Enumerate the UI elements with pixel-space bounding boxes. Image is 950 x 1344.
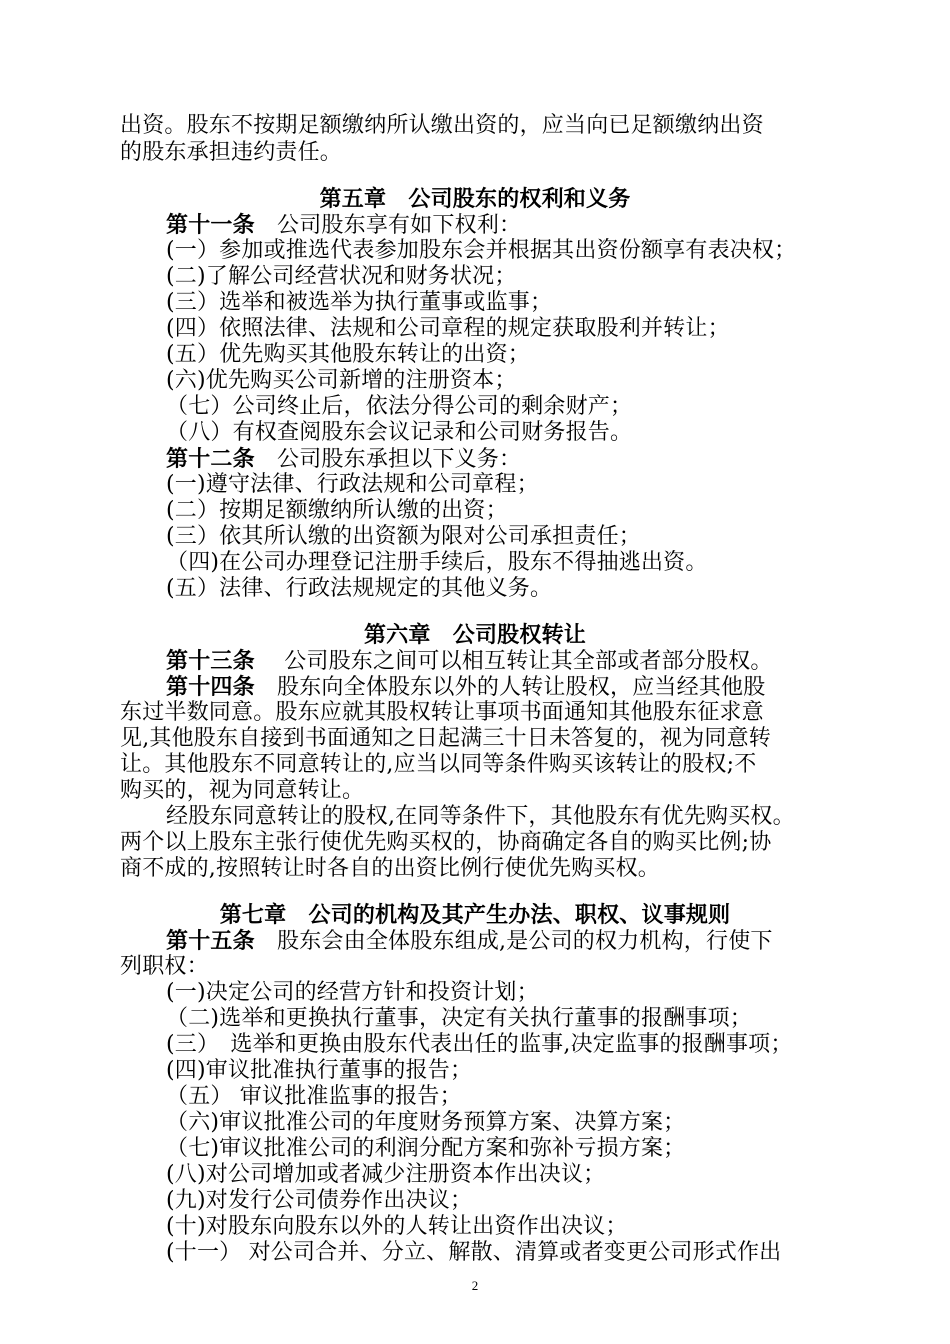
list-item: (一)决定公司的经营方针和投资计划； bbox=[166, 980, 539, 1005]
body-text: 见,其他股东自接到书面通知之日起满三十日未答复的，视为同意转 bbox=[120, 726, 771, 751]
article-paragraph bbox=[166, 446, 521, 472]
list-item: （八）有权查阅股东会议记录和公司财务报告。 bbox=[166, 420, 633, 445]
body-text: 购买的，视为同意转让。 bbox=[120, 778, 365, 803]
body-text: 让。其他股东不同意转让的,应当以同等条件购买该转让的股权;不 bbox=[120, 752, 757, 777]
article-paragraph bbox=[166, 648, 773, 674]
page-number: 2 bbox=[471, 1278, 479, 1293]
article-text: 公司股东承担以下义务： bbox=[254, 447, 522, 472]
article-label: 第十三条 bbox=[166, 648, 255, 674]
list-item: （七)审议批准公司的利润分配方案和弥补亏损方案； bbox=[166, 1136, 686, 1161]
list-item: (六)优先购买公司新增的注册资本； bbox=[166, 368, 517, 393]
article-label: 第十一条 bbox=[166, 212, 255, 238]
chapter-heading: 第六章 公司股权转让 bbox=[363, 622, 586, 648]
list-item: （四)在公司办理登记注册手续后，股东不得抽逃出资。 bbox=[166, 550, 708, 575]
list-item: (八)对公司增加或者减少注册资本作出决议； bbox=[166, 1162, 606, 1187]
article-paragraph bbox=[166, 674, 765, 700]
list-item: (三）依其所认缴的出资额为限对公司承担责任； bbox=[166, 524, 641, 549]
article-label: 第十五条 bbox=[166, 928, 255, 954]
list-item: (一）参加或推选代表参加股东会并根据其出资份额享有表决权； bbox=[166, 238, 797, 263]
list-item: (一)遵守法律、行政法规和公司章程； bbox=[166, 472, 539, 497]
list-item: （二)选举和更换执行董事，决定有关执行董事的报酬事项； bbox=[166, 1006, 752, 1031]
body-text: 两个以上股东主张行使优先购买权的，协商确定各自的购买比例;协 bbox=[120, 830, 772, 855]
article-text: 股东会由全体股东组成,是公司的权力机构，行使下 bbox=[254, 929, 773, 954]
list-item: (三）选举和被选举为执行董事或监事； bbox=[166, 290, 553, 315]
article-paragraph bbox=[166, 212, 521, 238]
list-item: (九)对发行公司债券作出决议； bbox=[166, 1188, 473, 1213]
body-text: 的股东承担违约责任。 bbox=[120, 140, 343, 165]
list-item: (二)了解公司经营状况和财务状况； bbox=[166, 264, 517, 289]
body-text: 商不成的,按照转让时各自的出资比例行使优先购买权。 bbox=[120, 856, 660, 881]
body-text: 出资。股东不按期足额缴纳所认缴出资的，应当向已足额缴纳出资 bbox=[120, 113, 764, 138]
list-item: （七）公司终止后，依法分得公司的剩余财产； bbox=[166, 394, 633, 419]
body-text: 列职权： bbox=[120, 954, 209, 979]
list-item: (二）按期足额缴纳所认缴的出资； bbox=[166, 498, 508, 523]
chapter-heading: 第七章 公司的机构及其产生办法、职权、议事规则 bbox=[219, 902, 731, 928]
list-item: (三） 选举和更换由股东代表出任的监事,决定监事的报酬事项； bbox=[166, 1032, 793, 1057]
article-paragraph bbox=[166, 928, 773, 954]
body-text: 东过半数同意。股东应就其股权转让事项书面通知其他股东征求意 bbox=[120, 700, 764, 725]
article-label: 第十四条 bbox=[166, 674, 255, 700]
body-text: 经股东同意转让的股权,在同等条件下，其他股东有优先购买权。 bbox=[166, 804, 795, 829]
list-item: （六)审议批准公司的年度财务预算方案、决算方案； bbox=[166, 1110, 686, 1135]
article-label: 第十二条 bbox=[166, 446, 255, 472]
list-item: (五）优先购买其他股东转让的出资； bbox=[166, 342, 530, 367]
list-item: (四)审议批准执行董事的报告； bbox=[166, 1058, 473, 1083]
article-text: 公司股东之间可以相互转让其全部或者部分股权。 bbox=[254, 649, 773, 674]
list-item: (十一） 对公司合并、分立、解散、清算或者变更公司形式作出 bbox=[166, 1240, 782, 1265]
list-item: (四）依照法律、法规和公司章程的规定获取股利并转让； bbox=[166, 316, 730, 341]
list-item: (十)对股东向股东以外的人转让出资作出决议； bbox=[166, 1214, 628, 1239]
article-text: 股东向全体股东以外的人转让股权，应当经其他股 bbox=[254, 675, 766, 700]
list-item: （五） 审议批准监事的报告； bbox=[166, 1084, 462, 1109]
list-item: (五）法律、行政法规规定的其他义务。 bbox=[166, 576, 553, 601]
article-text: 公司股东享有如下权利： bbox=[254, 213, 522, 238]
chapter-heading: 第五章 公司股东的权利和义务 bbox=[319, 186, 631, 212]
